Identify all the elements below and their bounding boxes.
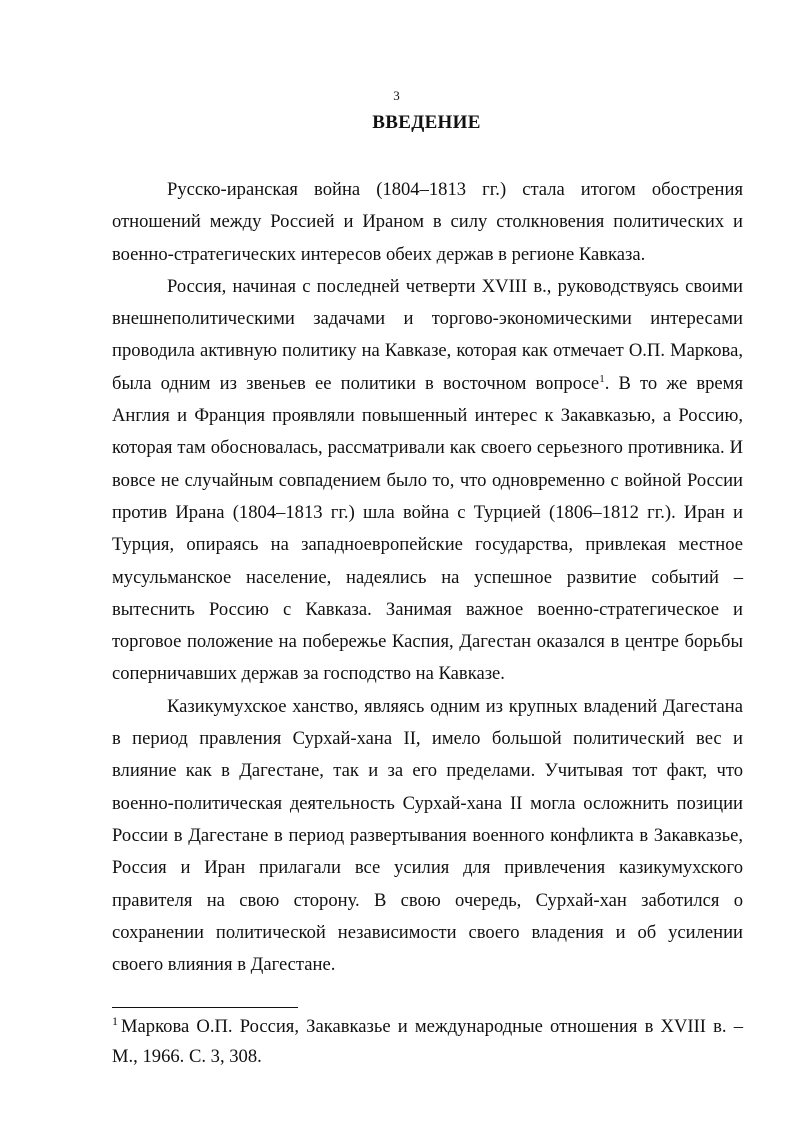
body-text [112,174,743,981]
footnote-reference[interactable]: 1 [599,372,605,385]
footnote-text: Маркова О.П. Россия, Закавказье и международные отношения в XVIII в. – М., 1966. С. 3, 308. [112,1016,743,1067]
footnote [112,1012,743,1072]
paragraph-1: Русско-иранская война (1804–1813 гг.) стала итогом обострения отношений между Россией и Ираном в силу столкновения политических и военно-стратегических интересов обеих держав в регионе Кавказа. [112,179,743,265]
paragraph-2-text-before-ref: Россия, начиная с последней четверти XVIII в., руководствуясь своими внешнеполитическими задачами и торгово-экономическими интересами проводила активную политику на Кавказе, которая как отмечает О.П. Маркова, была одним из звеньев ее политики в восточном вопросе [112,275,743,394]
page-number: 3 [393,88,400,103]
paragraph-2-text-after-ref: . В то же время Англия и Франция проявляли повышенный интерес к Закавказью, а Россию, которая там обосновалась, рассматривали как своего серьезного противника. И вовсе не случайным совпадением было то, что одновременно с войной России против Ирана (1804–1813 гг.) шла война с Турцией (1806–1812 гг.). Иран и Турция, опираясь на западноевропейские государства, привлекая местное мусульманское население, надеялись на успешное развитие событий – вытеснить Россию с Кавказа. Занимая важное военно-стратегическое и торговое положение на побережье Каспия, Дагестан оказался в центре борьбы соперничавших держав за господство на Кавказе. [112,372,743,685]
footnote-divider [112,1007,298,1008]
paragraph-2 [112,271,743,691]
footnote-mark: 1 [112,1013,118,1028]
paragraph-3: Казикумухское ханство, являясь одним из крупных владений Дагестана в период правления Сурхай-хана II, имело большой политический вес и влияние как в Дагестане, так и за его пределами. Учитывая тот факт, что военно-политическая деятельность Сурхай-хана II могла осложнить позиции России в Дагестане в период развертывания военного конфликта в Закавказье, Россия и Иран прилагали все усилия для привлечения казикумухского правителя на свою сторону. В свою очередь, Сурхай-хан заботился о сохранении политической независимости своего владения и об усилении своего влияния в Дагестане. [112,695,743,976]
section-heading: ВВЕДЕНИЕ [372,112,481,133]
